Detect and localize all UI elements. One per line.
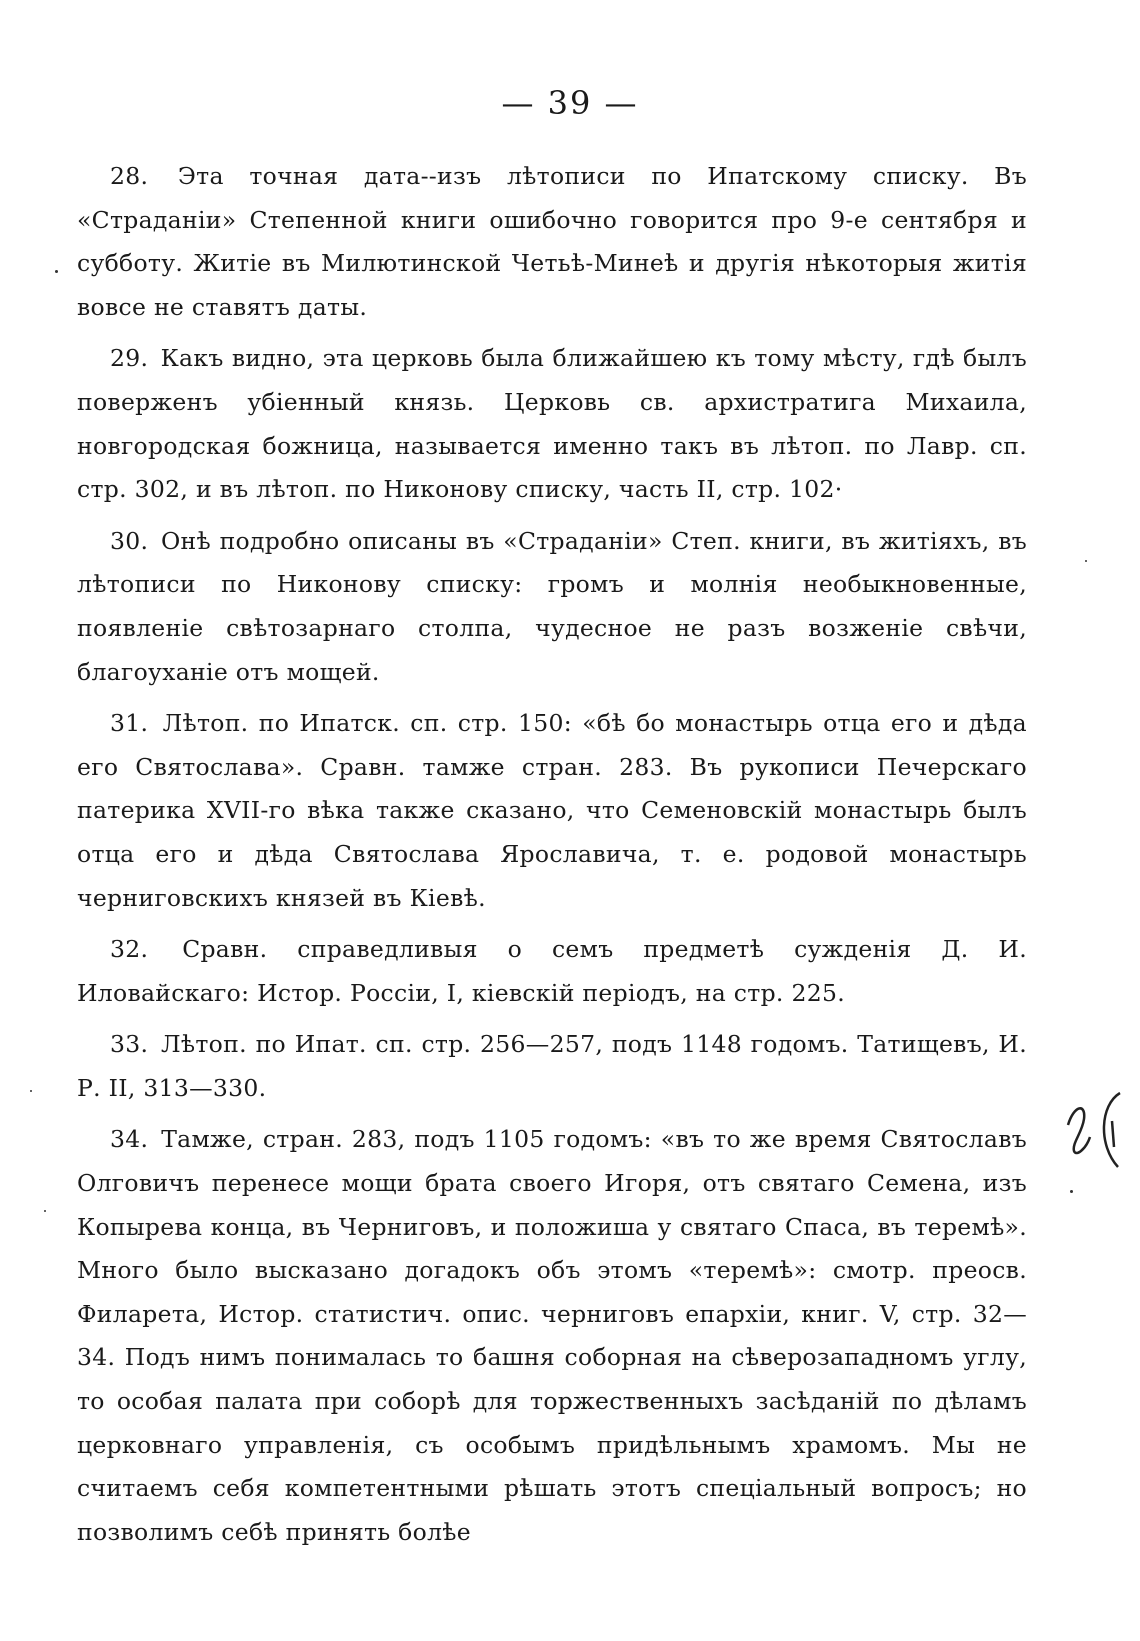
note-number: 33. — [110, 1030, 149, 1059]
paper-speck — [30, 1090, 32, 1092]
note-number: 30. — [110, 526, 149, 555]
handwritten-margin-mark — [1060, 1085, 1130, 1175]
note-28 — [77, 155, 1027, 329]
note-number: 32. — [110, 935, 149, 964]
note-29 — [77, 337, 1027, 511]
page-number: — 39 — — [501, 84, 639, 122]
note-number: 31. — [110, 709, 149, 738]
note-text: Сравн. справедливыя о семъ предметѣ сужденія Д. И. Иловайскаго: Истор. Россіи, I, кіевскій періодъ, на стр. 225. — [77, 935, 1027, 1007]
note-31 — [77, 702, 1027, 920]
note-30 — [77, 520, 1027, 694]
footnotes — [77, 155, 1027, 1562]
paper-speck — [1070, 1190, 1073, 1193]
note-text: Лѣтоп. по Ипат. сп. стр. 256—257, подъ 1148 годомъ. Татищевъ, И. Р. II, 313—330. — [77, 1030, 1027, 1102]
note-text: Лѣтоп. по Ипатск. сп. стр. 150: «бѣ бо монастырь отца его и дѣда его Святослава». Сравн. тамже стран. 283. Въ рукописи Печерскаго патерика XVII-го вѣка также сказано, что Семеновскій монастырь былъ отца его и дѣда Святослава Ярославича, т. е. родовой монастырь черниговскихъ князей въ Кіевѣ. — [77, 709, 1027, 912]
note-text: Эта точная дата--изъ лѣтописи по Ипатскому списку. Въ «Страданіи» Степенной книги ошибочно говорится про 9-е сентября и субботу. Житіе въ Милютинской Четьѣ-Минеѣ и другія нѣкоторыя житія вовсе не ставятъ даты. — [77, 162, 1027, 321]
paper-speck — [55, 270, 58, 273]
note-number: 34. — [110, 1125, 149, 1154]
note-number: 29. — [110, 344, 149, 373]
note-number: 28. — [110, 162, 149, 190]
note-34 — [77, 1118, 1027, 1554]
handwritten-mark-icon — [1060, 1085, 1130, 1175]
note-32 — [77, 928, 1027, 1015]
note-text: Какъ видно, эта церковь была ближайшею къ тому мѣсту, гдѣ былъ поверженъ убіенный князь. Церковь св. архистратига Михаила, новгородская божница, называется именно такъ въ лѣтоп. по Лавр. сп. стр. 302, и въ лѣтоп. по Никонову списку, часть II, стр. 102· — [77, 344, 1027, 504]
note-text: Онѣ подробно описаны въ «Страданіи» Степ. книги, въ житіяхъ, въ лѣтописи по Никонову списку: громъ и молнія необыкновенные, появленіе свѣтозарнаго столпа, чудесное не разъ возженіе свѣчи, благоуханіе отъ мощей. — [77, 526, 1027, 686]
paper-speck — [44, 1210, 46, 1212]
note-33 — [77, 1023, 1027, 1110]
paper-speck — [1085, 560, 1087, 562]
note-text: Тамже, стран. 283, подъ 1105 годомъ: «въ то же время Святославъ Олговичъ перенесе мощи брата своего Игоря, отъ святаго Семена, изъ Копырева конца, въ Черниговъ, и положиша у святаго Спаса, въ теремѣ». Много было высказано догадокъ объ этомъ «теремѣ»: смотр. преосв. Филарета, Истор. статистич. опис. черниговъ епархіи, книг. V, стр. 32—34. Подъ нимъ понималась то башня соборная на сѣверозападномъ углу, то особая палата при соборѣ для торжественныхъ засѣданій по дѣламъ церковнаго управленія, съ особымъ придѣльнымъ храмомъ. Мы не считаемъ себя компетентными рѣшать этотъ спеціальный вопросъ; но позволимъ себѣ принять болѣе — [77, 1125, 1027, 1546]
